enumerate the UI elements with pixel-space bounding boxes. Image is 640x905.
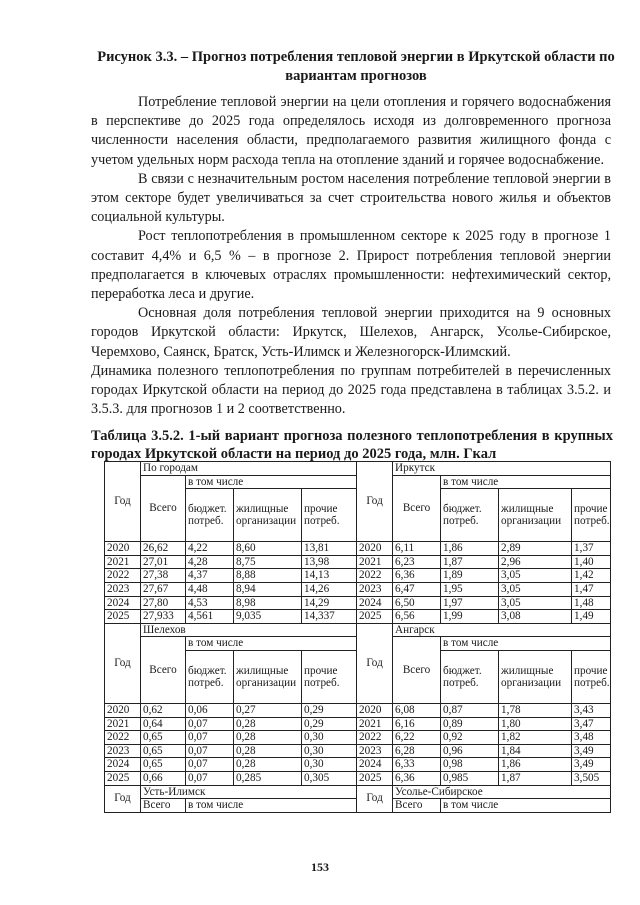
table-cell: 4,561 bbox=[186, 610, 234, 624]
table-cell: 0,07 bbox=[186, 771, 234, 785]
table-cell: 2022 bbox=[105, 569, 141, 583]
table-cell: 8,88 bbox=[234, 569, 302, 583]
paragraph-1: Потребление тепловой энергии на цели отопления и горячего водоснабжения в перспективе до 2025 года определялось исходя из долговременного прогноза численности населения области, предполагаемого развития жилищного фонда с учетом удельных норм расхода тепла на отопление зданий и горячее водоснабжение. bbox=[91, 94, 611, 168]
body-text bbox=[91, 93, 611, 419]
table-cell: 3,43 bbox=[572, 703, 611, 717]
subheader-cell: прочие потреб. bbox=[572, 489, 611, 542]
subheader-cell: бюджет. потреб. bbox=[441, 650, 499, 703]
city-name: Усолье-Сибирское bbox=[393, 785, 611, 799]
subheader-cell: прочие потреб. bbox=[302, 489, 357, 542]
table-cell: 2022 bbox=[357, 731, 393, 745]
table-cell: 8,98 bbox=[234, 596, 302, 610]
table-cell: 3,49 bbox=[572, 744, 611, 758]
table-cell: 6,47 bbox=[393, 582, 441, 596]
table-cell: 0,28 bbox=[234, 758, 302, 772]
table-cell: 2023 bbox=[105, 582, 141, 596]
table-cell: 4,22 bbox=[186, 542, 234, 556]
table-cell: 1,87 bbox=[499, 771, 572, 785]
table-row bbox=[105, 771, 611, 785]
subheader-cell: бюджет. потреб. bbox=[441, 489, 499, 542]
paragraph-4: Основная доля потребления тепловой энергии приходится на 9 основных городов Иркутской области: Иркутск, Шелехов, Ангарск, Усолье-Сибирское, Черемхово, Саянск, Братск, Усть-Илимск и Железногорск-Илимский. bbox=[91, 305, 611, 360]
paragraph-3: Рост теплопотребления в промышленном секторе к 2025 году в прогнозе 1 составит 4,4% и 6,5 % – в прогнозе 2. Прирост потребления тепловой энергии предполагается в ключевых отраслях промышленности: нефтехимический сектор, переработка леса и другие. bbox=[91, 228, 611, 303]
table-cell: 6,36 bbox=[393, 569, 441, 583]
table-cell: 6,36 bbox=[393, 771, 441, 785]
table-cell: 0,28 bbox=[234, 717, 302, 731]
table-row bbox=[105, 582, 611, 596]
consumption-table bbox=[104, 461, 611, 813]
table-cell: 0,28 bbox=[234, 744, 302, 758]
table-cell: 8,75 bbox=[234, 555, 302, 569]
table-cell: 2021 bbox=[105, 717, 141, 731]
table-cell: 14,29 bbox=[302, 596, 357, 610]
table-cell: 1,48 bbox=[572, 596, 611, 610]
table-cell: 2021 bbox=[105, 555, 141, 569]
table-cell: 0,27 bbox=[234, 703, 302, 717]
table-cell: 27,67 bbox=[141, 582, 186, 596]
table-cell: 2020 bbox=[105, 703, 141, 717]
table-cell: 2,89 bbox=[499, 542, 572, 556]
table-cell: 0,29 bbox=[302, 717, 357, 731]
table-cell: 27,01 bbox=[141, 555, 186, 569]
table-cell: 2022 bbox=[105, 731, 141, 745]
table-cell: 1,86 bbox=[499, 758, 572, 772]
table-cell: 2025 bbox=[105, 771, 141, 785]
table-row bbox=[105, 731, 611, 745]
table-row bbox=[105, 555, 611, 569]
col-total-header: Всего bbox=[393, 637, 441, 704]
table-cell: 0,07 bbox=[186, 731, 234, 745]
table-cell: 2024 bbox=[105, 758, 141, 772]
table-cell: 0,87 bbox=[441, 703, 499, 717]
col-year-header: Год bbox=[105, 623, 141, 703]
table-cell: 6,22 bbox=[393, 731, 441, 745]
table-cell: 1,47 bbox=[572, 582, 611, 596]
table-cell: 2020 bbox=[105, 542, 141, 556]
city-name: По городам bbox=[141, 462, 357, 476]
table-row bbox=[105, 610, 611, 624]
table-cell: 0,65 bbox=[141, 744, 186, 758]
col-total-header: Всего bbox=[393, 475, 441, 542]
city-name: Иркутск bbox=[393, 462, 611, 476]
table-cell: 4,37 bbox=[186, 569, 234, 583]
table-cell: 6,50 bbox=[393, 596, 441, 610]
table-cell: 0,64 bbox=[141, 717, 186, 731]
table-cell: 2020 bbox=[357, 542, 393, 556]
city-name: Усть-Илимск bbox=[141, 785, 357, 799]
subheader-cell: жилищные организации bbox=[234, 489, 302, 542]
table-cell: 6,56 bbox=[393, 610, 441, 624]
table-cell: 3,48 bbox=[572, 731, 611, 745]
table-cell: 0,985 bbox=[441, 771, 499, 785]
table-cell: 0,65 bbox=[141, 758, 186, 772]
table-cell: 0,92 bbox=[441, 731, 499, 745]
table-cell: 2023 bbox=[105, 744, 141, 758]
table-row bbox=[105, 758, 611, 772]
table-cell: 3,05 bbox=[499, 582, 572, 596]
table-cell: 2020 bbox=[357, 703, 393, 717]
table-cell: 0,06 bbox=[186, 703, 234, 717]
table-cell: 13,98 bbox=[302, 555, 357, 569]
table-cell: 0,62 bbox=[141, 703, 186, 717]
table-cell: 6,11 bbox=[393, 542, 441, 556]
col-total-header: Всего bbox=[393, 799, 441, 813]
table-cell: 0,89 bbox=[441, 717, 499, 731]
table-cell: 0,66 bbox=[141, 771, 186, 785]
subheader-cell: прочие потреб. bbox=[572, 650, 611, 703]
col-total-header: Всего bbox=[141, 475, 186, 542]
col-year-header: Год bbox=[357, 462, 393, 542]
table-cell: 13,81 bbox=[302, 542, 357, 556]
table-cell: 2021 bbox=[357, 717, 393, 731]
col-total-header: Всего bbox=[141, 799, 186, 813]
subheader-cell: прочие потреб. bbox=[302, 650, 357, 703]
table-cell: 1,95 bbox=[441, 582, 499, 596]
table-cell: 27,933 bbox=[141, 610, 186, 624]
table-cell: 6,08 bbox=[393, 703, 441, 717]
table-cell: 27,38 bbox=[141, 569, 186, 583]
table-row bbox=[105, 744, 611, 758]
table-cell: 0,65 bbox=[141, 731, 186, 745]
table-cell: 0,285 bbox=[234, 771, 302, 785]
subheader-cell: бюджет. потреб. bbox=[186, 650, 234, 703]
table-cell: 6,28 bbox=[393, 744, 441, 758]
table-cell: 1,84 bbox=[499, 744, 572, 758]
table-cell: 4,53 bbox=[186, 596, 234, 610]
page-number: 153 bbox=[311, 860, 329, 874]
table-cell: 0,07 bbox=[186, 744, 234, 758]
city-name: Шелехов bbox=[141, 623, 357, 637]
subheader-cell: жилищные организации bbox=[499, 650, 572, 703]
table-cell: 1,37 bbox=[572, 542, 611, 556]
table-cell: 27,80 bbox=[141, 596, 186, 610]
table-cell: 1,87 bbox=[441, 555, 499, 569]
table-title: Таблица 3.5.2. 1-ый вариант прогноза полезного теплопотребления в крупных городах Иркутской области на период до 2025 года, млн. Гкал bbox=[91, 428, 613, 462]
table-cell: 2023 bbox=[357, 582, 393, 596]
table-cell: 3,47 bbox=[572, 717, 611, 731]
table-cell: 2,96 bbox=[499, 555, 572, 569]
table-cell: 2025 bbox=[357, 771, 393, 785]
col-year-header: Год bbox=[357, 623, 393, 703]
table-cell: 1,97 bbox=[441, 596, 499, 610]
table-cell: 0,30 bbox=[302, 744, 357, 758]
col-incl-header: в том числе bbox=[186, 475, 357, 489]
figure-title: Рисунок 3.3. – Прогноз потребления тепловой энергии в Иркутской области по вариантам прогнозов bbox=[97, 49, 615, 84]
table-cell: 9,035 bbox=[234, 610, 302, 624]
table-cell: 1,40 bbox=[572, 555, 611, 569]
col-incl-header: в том числе bbox=[441, 637, 611, 651]
table-container bbox=[104, 461, 610, 813]
table-cell: 4,48 bbox=[186, 582, 234, 596]
paragraph-5: Динамика полезного теплопотребления по группам потребителей в перечисленных городах Иркутской области на период до 2025 года представлена в таблицах 3.5.2. и 3.5.3. для прогнозов 1 и 2 соответственно. bbox=[91, 362, 611, 418]
col-year-header: Год bbox=[105, 785, 141, 812]
table-cell: 0,29 bbox=[302, 703, 357, 717]
table-cell: 0,96 bbox=[441, 744, 499, 758]
table-cell: 6,23 bbox=[393, 555, 441, 569]
col-incl-header: в том числе bbox=[441, 799, 611, 813]
col-incl-header: в том числе bbox=[441, 475, 611, 489]
table-cell: 1,86 bbox=[441, 542, 499, 556]
table-cell: 14,13 bbox=[302, 569, 357, 583]
table-cell: 1,42 bbox=[572, 569, 611, 583]
table-row bbox=[105, 596, 611, 610]
city-name: Ангарск bbox=[393, 623, 611, 637]
table-cell: 14,26 bbox=[302, 582, 357, 596]
table-cell: 0,07 bbox=[186, 758, 234, 772]
table-cell: 0,30 bbox=[302, 758, 357, 772]
table-cell: 3,49 bbox=[572, 758, 611, 772]
table-cell: 1,99 bbox=[441, 610, 499, 624]
col-incl-header: в том числе bbox=[186, 799, 357, 813]
col-year-header: Год bbox=[357, 785, 393, 812]
table-cell: 0,30 bbox=[302, 731, 357, 745]
table-cell: 3,505 bbox=[572, 771, 611, 785]
col-year-header: Год bbox=[105, 462, 141, 542]
table-cell: 2023 bbox=[357, 744, 393, 758]
table-cell: 26,62 bbox=[141, 542, 186, 556]
table-cell: 8,60 bbox=[234, 542, 302, 556]
table-cell: 2021 bbox=[357, 555, 393, 569]
col-incl-header: в том числе bbox=[186, 637, 357, 651]
table-cell: 0,07 bbox=[186, 717, 234, 731]
table-cell: 1,80 bbox=[499, 717, 572, 731]
table-cell: 1,78 bbox=[499, 703, 572, 717]
table-cell: 2024 bbox=[357, 596, 393, 610]
table-cell: 0,305 bbox=[302, 771, 357, 785]
table-row bbox=[105, 703, 611, 717]
table-row bbox=[105, 569, 611, 583]
table-cell: 2025 bbox=[105, 610, 141, 624]
table-cell: 3,05 bbox=[499, 596, 572, 610]
table-cell: 2024 bbox=[105, 596, 141, 610]
table-cell: 6,16 bbox=[393, 717, 441, 731]
table-cell: 2025 bbox=[357, 610, 393, 624]
table-cell: 0,98 bbox=[441, 758, 499, 772]
table-cell: 1,89 bbox=[441, 569, 499, 583]
subheader-cell: жилищные организации bbox=[234, 650, 302, 703]
table-cell: 4,28 bbox=[186, 555, 234, 569]
col-total-header: Всего bbox=[141, 637, 186, 704]
table-cell: 0,28 bbox=[234, 731, 302, 745]
table-cell: 2022 bbox=[357, 569, 393, 583]
table-cell: 14,337 bbox=[302, 610, 357, 624]
table-cell: 2024 bbox=[357, 758, 393, 772]
table-cell: 3,08 bbox=[499, 610, 572, 624]
subheader-cell: жилищные организации bbox=[499, 489, 572, 542]
table-cell: 3,05 bbox=[499, 569, 572, 583]
table-cell: 8,94 bbox=[234, 582, 302, 596]
subheader-cell: бюджет. потреб. bbox=[186, 489, 234, 542]
table-row bbox=[105, 717, 611, 731]
paragraph-2: В связи с незначительным ростом населения потребление тепловой энергии в этом секторе будет увеличиваться за счет строительства нового жилья и объектов социальной культуры. bbox=[91, 170, 611, 226]
table-cell: 1,82 bbox=[499, 731, 572, 745]
table-cell: 6,33 bbox=[393, 758, 441, 772]
table-row bbox=[105, 542, 611, 556]
table-cell: 1,49 bbox=[572, 610, 611, 624]
